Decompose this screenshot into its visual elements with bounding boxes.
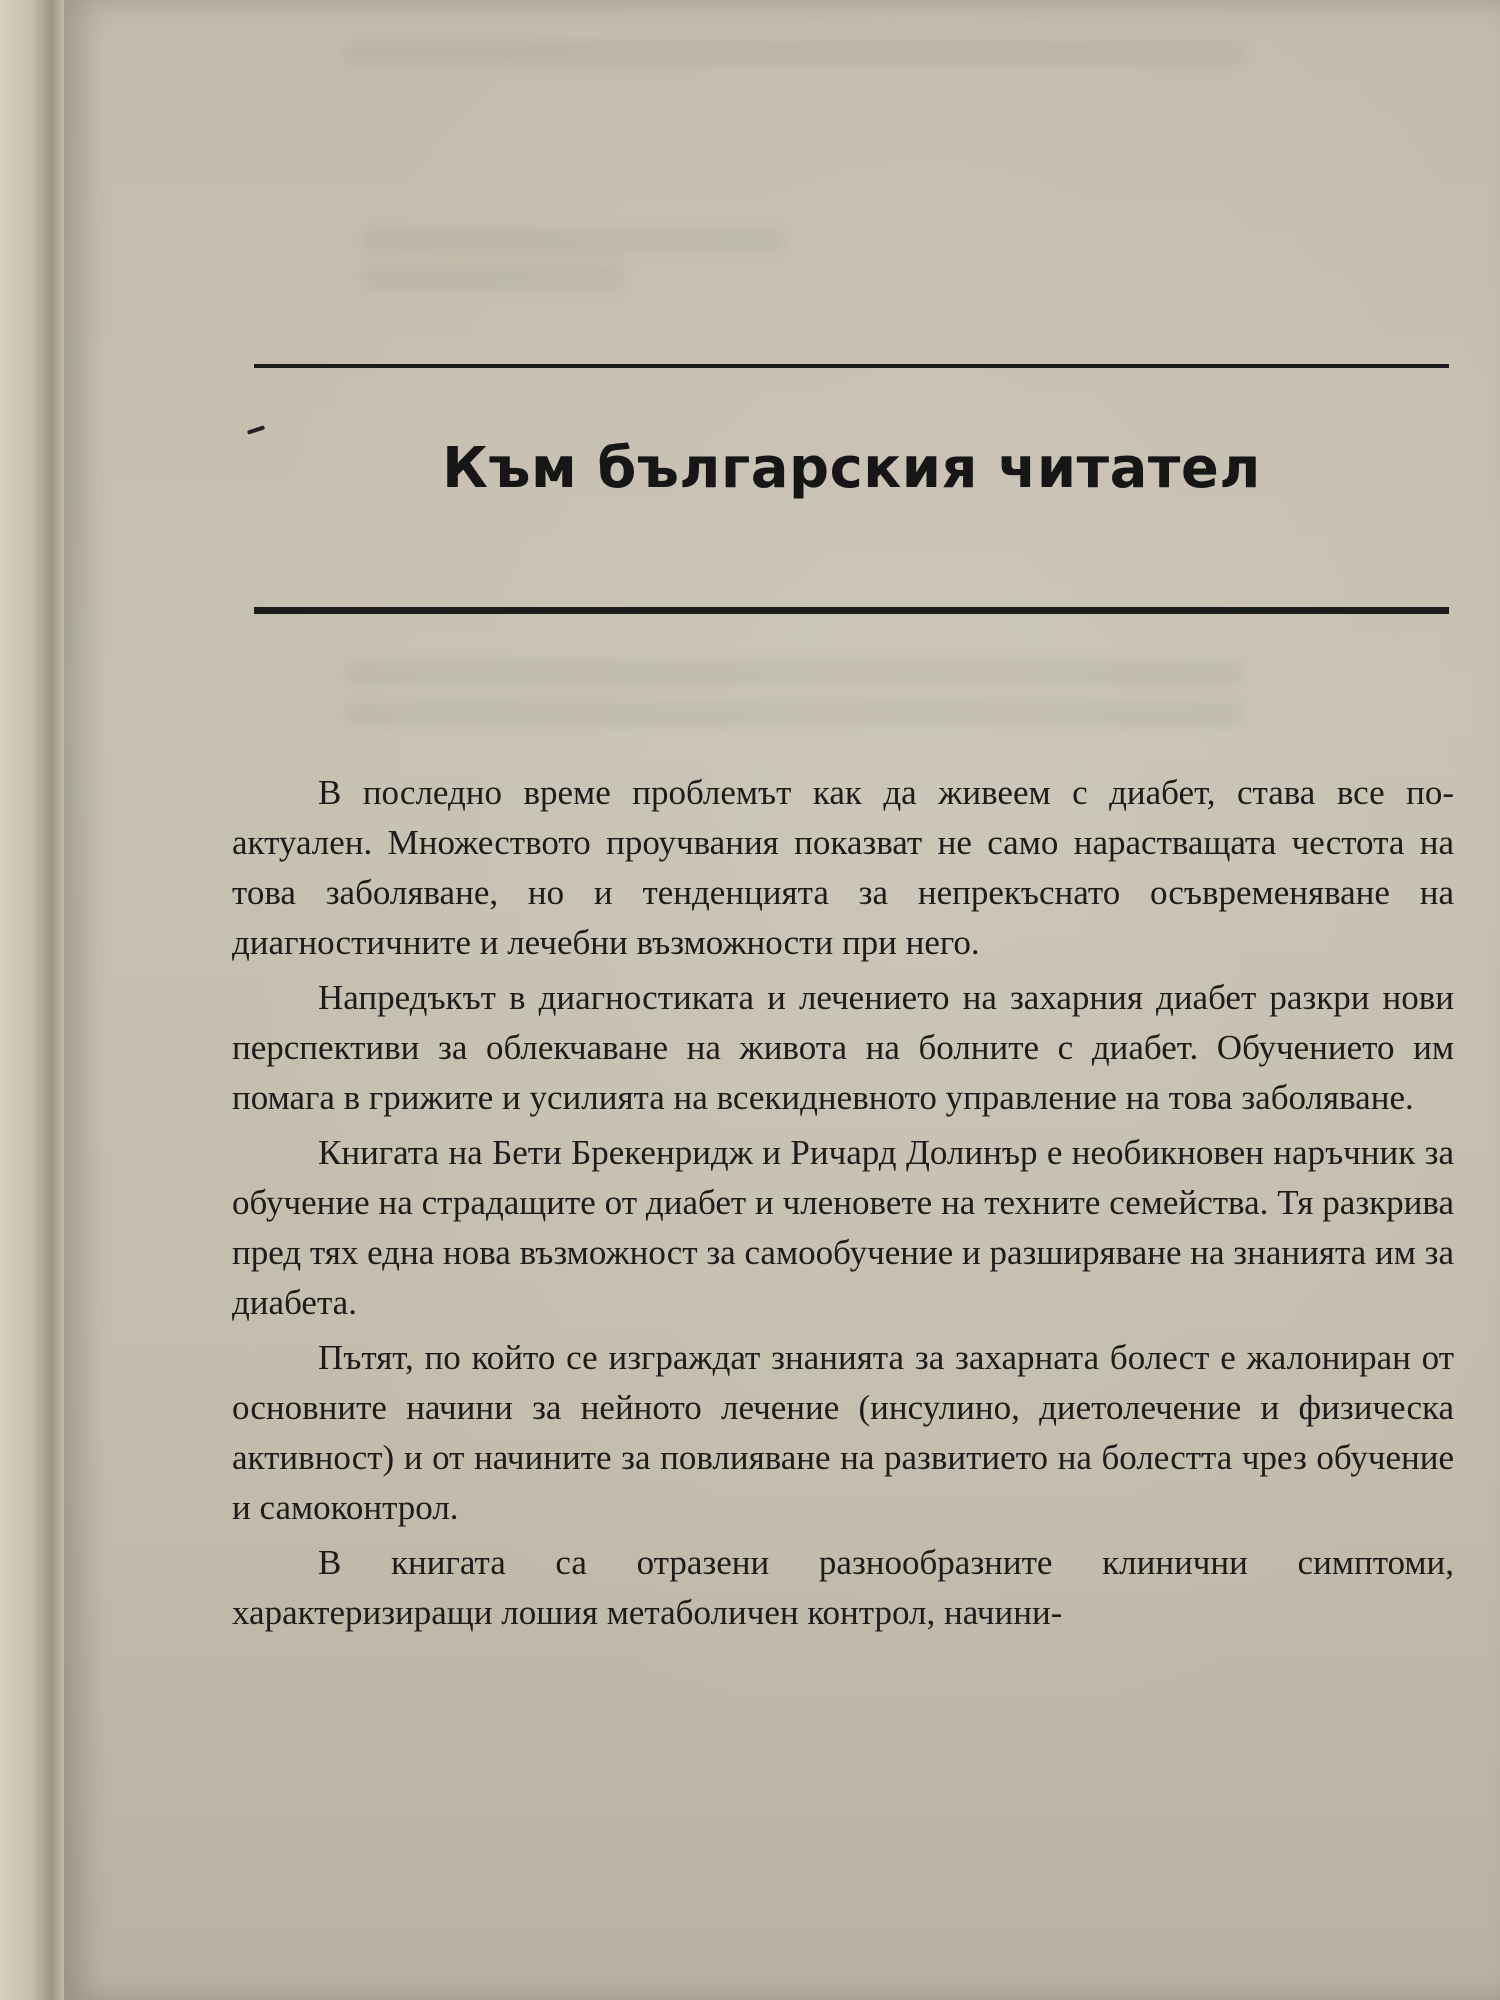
show-through-text bbox=[344, 700, 1244, 726]
chapter-title: Към българския читател bbox=[442, 436, 1261, 501]
title-rule-top bbox=[254, 364, 1449, 368]
paragraph: В книгата са отразени разнообразните клинични симптоми, характеризиращи лошия метаболичен контрол, начини- bbox=[232, 1543, 1454, 1632]
show-through-text bbox=[364, 228, 784, 254]
paragraph: Книгата на Бети Брекенридж и Ричард Долинър е необикновен наръчник за обучение на страдащите от диабет и членовете на техните семейства. Тя разкрива пред тях една нова възможност за самообучение и разширяване на знанията им за диабета. bbox=[232, 1133, 1454, 1322]
book-page bbox=[64, 0, 1500, 2000]
body-text bbox=[232, 768, 1454, 1643]
paragraph: Пътят, по който се изграждат знанията за захарната болест е жалониран от основните начини за нейното лечение (инсулино, диетолечение и физическа активност) и от начините за повлияване на развитието на болестта чрез обучение и самоконтрол. bbox=[232, 1338, 1454, 1527]
title-rule-bottom bbox=[254, 607, 1449, 614]
show-through-text bbox=[344, 40, 1244, 66]
show-through-text bbox=[344, 660, 1244, 686]
paragraph: Напредъкът в диагностиката и лечението на захарния диабет разкри нови перспективи за облекчаване на живота на болните с диабет. Обучението им помага в грижите и усилията на всекидневното управление на това заболяване. bbox=[232, 978, 1454, 1117]
paragraph: В последно време проблемът как да живеем с диабет, става все по-актуален. Множеството проучвания показват не само нарастващата честота на това заболяване, но и тенденцията за непрекъснато осъвременяване на диагностичните и лечебни възможности при него. bbox=[232, 773, 1454, 962]
ink-mark bbox=[247, 425, 265, 434]
show-through-text bbox=[364, 265, 624, 291]
